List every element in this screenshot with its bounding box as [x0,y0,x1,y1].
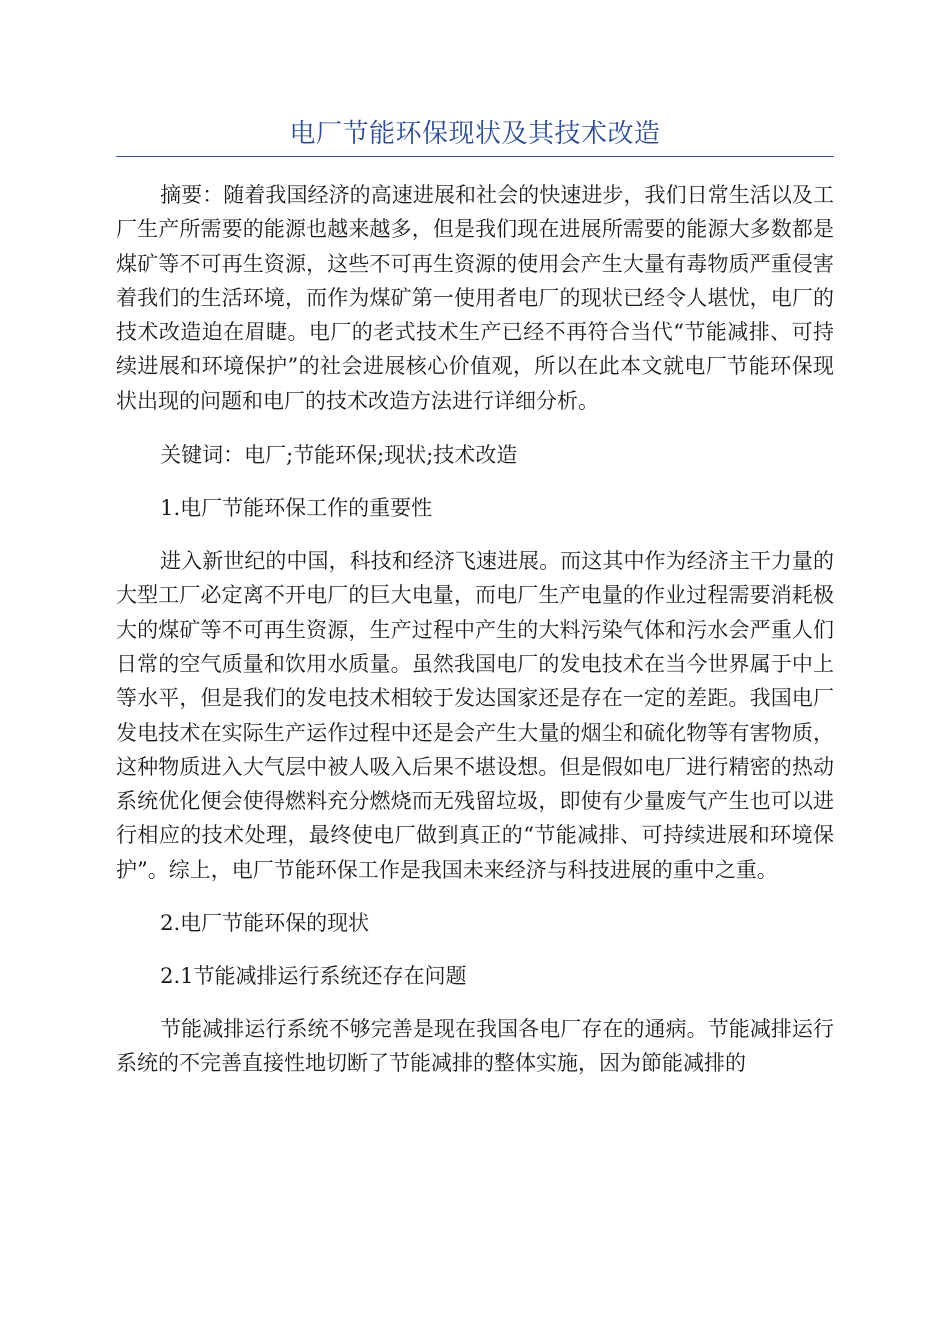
document-page [116,0,834,1081]
section-2-heading: 2.电厂节能环保的现状 [160,911,370,936]
title-underline [116,156,834,157]
abstract-paragraph: 摘要：随着我国经济的高速进展和社会的快速进步，我们日常生活以及工厂生产所需要的能源也越来越多，但是我们现在进展所需要的能源大多数都是煤矿等不可再生资源，这些不可再生资源的使用会产生大量有毒物质严重侵害着我们的生活环境，而作为煤矿第一使用者电厂的现状已经令人堪忧，电厂的技术改造迫在眉睫。电厂的老式技术生产已经不再符合当代“节能减排、可持续进展和环境保护”的社会进展核心价值观，所以在此本文就电厂节能环保现状出现的问题和电厂的技术改造方法进行详细分析。 [116,183,834,413]
document-title: 电厂节能环保现状及其技术改造 [289,119,661,149]
section-1-heading: 1.电厂节能环保工作的重要性 [160,496,433,521]
section-1-paragraph: 进入新世纪的中国，科技和经济飞速进展。而这其中作为经济主干力量的大型工厂必定离不开电厂的巨大电量，而电厂生产电量的作业过程需要消耗极大的煤矿等不可再生资源，生产过程中产生的大料污染气体和污水会严重人们日常的空气质量和饮用水质量。虽然我国电厂的发电技术在当今世界属于中上等水平，但是我们的发电技术相较于发达国家还是存在一定的差距。我国电厂发电技术在实际生产运作过程中还是会产生大量的烟尘和硫化物等有害物质，这种物质进入大气层中被人吸入后果不堪设想。但是假如电厂进行精密的热动系统优化便会使得燃料充分燃烧而无残留垃圾，即使有少量废气产生也可以进行相应的技术处理，最终使电厂做到真正的“节能减排、可持续进展和环境保护”。综上，电厂节能环保工作是我国未来经济与科技进展的重中之重。 [116,549,834,882]
section-2-1-heading: 2.1节能减排运行系统还存在问题 [160,964,467,989]
section-2-1-paragraph: 节能减排运行系统不够完善是现在我国各电厂存在的通病。节能减排运行系统的不完善直接性地切断了节能减排的整体实施，因为節能减排的 [116,1017,834,1076]
keywords-line: 关键词：电厂;节能环保;现状;技术改造 [160,443,518,468]
